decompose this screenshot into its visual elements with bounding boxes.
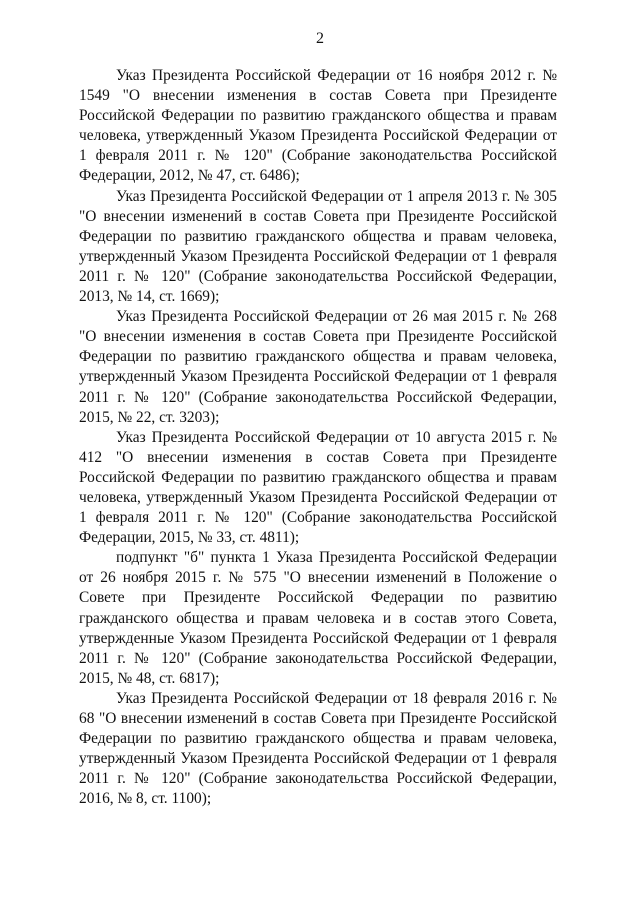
decree-paragraph-1: Указ Президента Российской Федерации от 16 ноября 2012 г. № 1549 "О внесении изменения в состав Совета при Президенте Российской Федерации по развитию гражданского общества и правам человека, утвержденный Указом Президента Российской Федерации от 1 февраля 2011 г. № 120" (Собрание законодательства Российской Федерации, 2012, № 47, ст. 6486); (79, 67, 557, 185)
decree-paragraph-6: Указ Президента Российской Федерации от 18 февраля 2016 г. № 68 "О внесении изменений в состав Совета при Президенте Российской Федерации по развитию гражданского общества и правам человека, утвержденный Указом Президента Российской Федерации от 1 февраля 2011 г. № 120" (Собрание законодательства Российской Федерации, 2016, № 8, ст. 1100); (79, 689, 557, 808)
page-number: 2 (316, 30, 324, 47)
decree-paragraph-5: подпункт "б" пункта 1 Указа Президента Российской Федерации от 26 ноября 2015 г. № 575 "О внесении изменений в Положение о Совете при Президенте Российской Федерации по развитию гражданского общества и правам человека и в состав этого Совета, утвержденные Указом Президента Российской Федерации от 1 февраля 2011 г. № 120" (Собрание законодательства Российской Федерации, 2015, № 48, ст. 6817); (79, 549, 557, 687)
decree-paragraph-3: Указ Президента Российской Федерации от 26 мая 2015 г. № 268 "О внесении изменения в состав Совета при Президенте Российской Федерации по развитию гражданского общества и правам человека, утвержденный Указом Президента Российской Федерации от 1 февраля 2011 г. № 120" (Собрание законодательства Российской Федерации, 2015, № 22, ст. 3203); (79, 308, 557, 426)
decree-paragraph-4: Указ Президента Российской Федерации от 10 августа 2015 г. № 412 "О внесении изменения в состав Совета при Президенте Российской Федерации по развитию гражданского общества и правам человека, утвержденный Указом Президента Российской Федерации от 1 февраля 2011 г. № 120" (Собрание законодательства Российской Федерации, 2015, № 33, ст. 4811); (79, 428, 557, 547)
decree-paragraph-2: Указ Президента Российской Федерации от 1 апреля 2013 г. № 305 "О внесении изменений в состав Совета при Президенте Российской Федерации по развитию гражданского общества и правам человека, утвержденный Указом Президента Российской Федерации от 1 февраля 2011 г. № 120" (Собрание законодательства Российской Федерации, 2013, № 14, ст. 1669); (79, 187, 557, 306)
document-body (79, 66, 557, 809)
